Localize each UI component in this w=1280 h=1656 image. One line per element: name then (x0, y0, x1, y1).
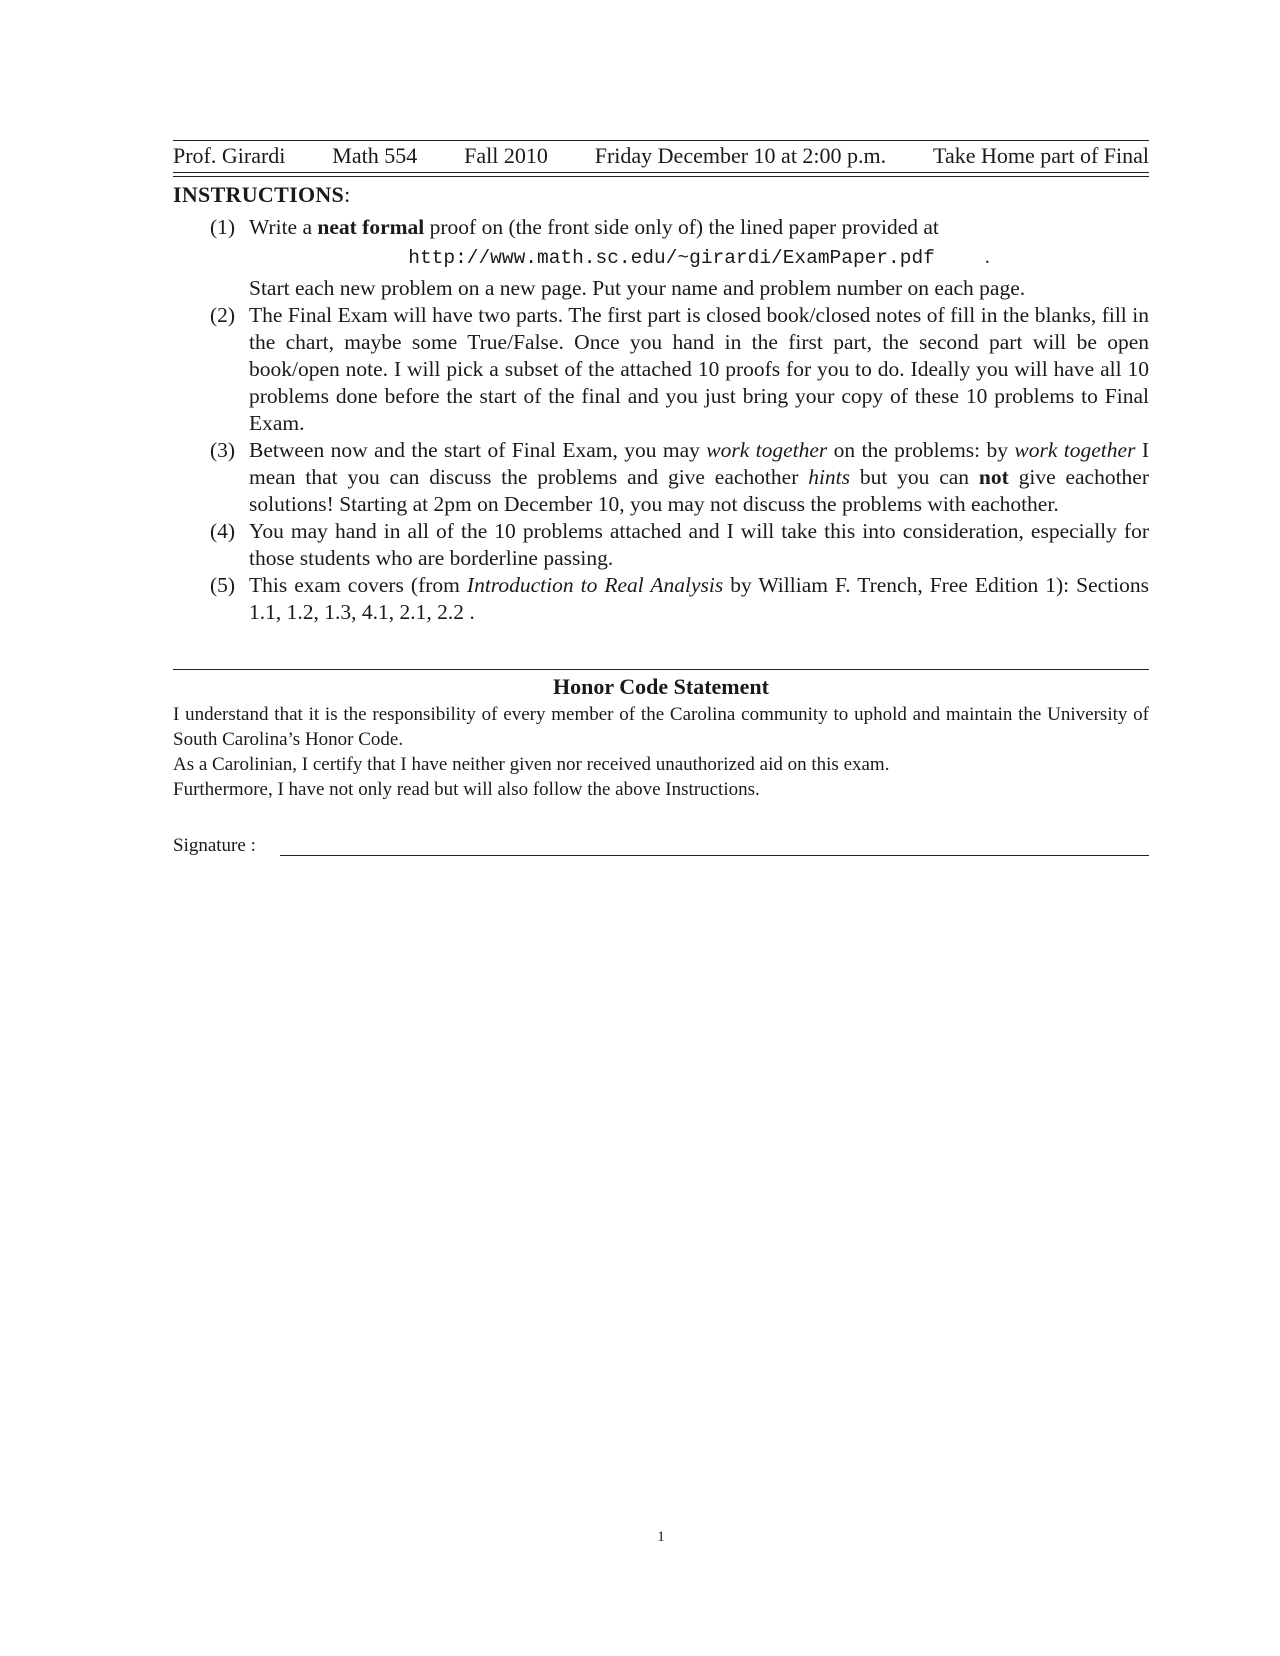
item-text: The Final Exam will have two parts. The first part is closed book/closed notes of fill in the blanks, fill in the chart, maybe some True/False. Once you hand in the first part, the second part will be open book/open note. I will pick a subset of the attached 10 proofs for you to do. Ideally you will have all 10 problems done before the start of the final and you just bring your copy of these 10 problems to Final Exam. (249, 303, 1149, 435)
header-term: Fall 2010 (464, 143, 548, 168)
item-number: (4) (210, 519, 236, 543)
honor-line-1: I understand that it is the responsibility of every member of the Carolina community to uphold and maintain the University of South Carolina’s Honor Code. (173, 704, 1149, 750)
header-exam-title: Take Home part of Final (933, 143, 1149, 168)
item-number: (2) (210, 303, 236, 327)
item-number: (3) (210, 438, 236, 462)
item-number: (5) (210, 573, 236, 597)
honor-code-statement (173, 702, 1149, 802)
item-text: This exam covers (from Introduction to Real Analysis by William F. Trench, Free Edition 1): Sections 1.1, 1.2, 1.3, 4.1, 2.1, 2.2 . (249, 573, 1149, 624)
header-course: Math 554 (332, 143, 418, 168)
instruction-item-1 (173, 214, 1149, 302)
exam-header (173, 141, 1149, 171)
signature-label: Signature : (173, 835, 256, 856)
item-text: Write a neat formal proof on (the front side only of) the lined paper provided at (249, 215, 939, 239)
header-professor: Prof. Girardi (173, 143, 286, 168)
header-datetime: Friday December 10 at 2:00 p.m. (594, 143, 887, 168)
item-text: You may hand in all of the 10 problems attached and I will take this into consideration, especially for those students who are borderline passing. (249, 519, 1149, 570)
item-text: Between now and the start of Final Exam, you may work together on the problems: by work together I mean that you can discuss the problems and give eachother hints but you can not give eachother solutions! Starting at 2pm on December 10, you may not discuss the problems with eachother. (249, 438, 1149, 516)
honor-line-2: As a Carolinian, I certify that I have neither given nor received unauthorized aid on this exam. (173, 754, 890, 775)
instruction-item-5 (173, 572, 1149, 626)
exam-paper-url: http://www.math.sc.edu/~girardi/ExamPaper.pdf . (408, 247, 990, 269)
header-bottom-rule (173, 172, 1149, 177)
instructions-list (173, 214, 1149, 626)
item-number: (1) (210, 215, 236, 239)
instruction-item-3 (173, 437, 1149, 518)
exam-page (173, 0, 1149, 1656)
honor-code-title: Honor Code Statement (553, 674, 769, 699)
item-text-continued: Start each new problem on a new page. Put your name and problem number on each page. (249, 276, 1026, 300)
honor-line-3: Furthermore, I have not only read but will also follow the above Instructions. (173, 779, 760, 800)
page-number: 1 (657, 1529, 665, 1545)
instructions-heading: INSTRUCTIONS: (173, 182, 351, 207)
signature-row (173, 835, 1149, 861)
exam-paper-link: http://www.math.sc.edu/~girardi/ExamPaper.pdf (408, 247, 935, 269)
honor-section-rule (173, 669, 1149, 670)
instruction-item-4 (173, 518, 1149, 572)
signature-line (280, 855, 1149, 856)
instruction-item-2 (173, 302, 1149, 437)
